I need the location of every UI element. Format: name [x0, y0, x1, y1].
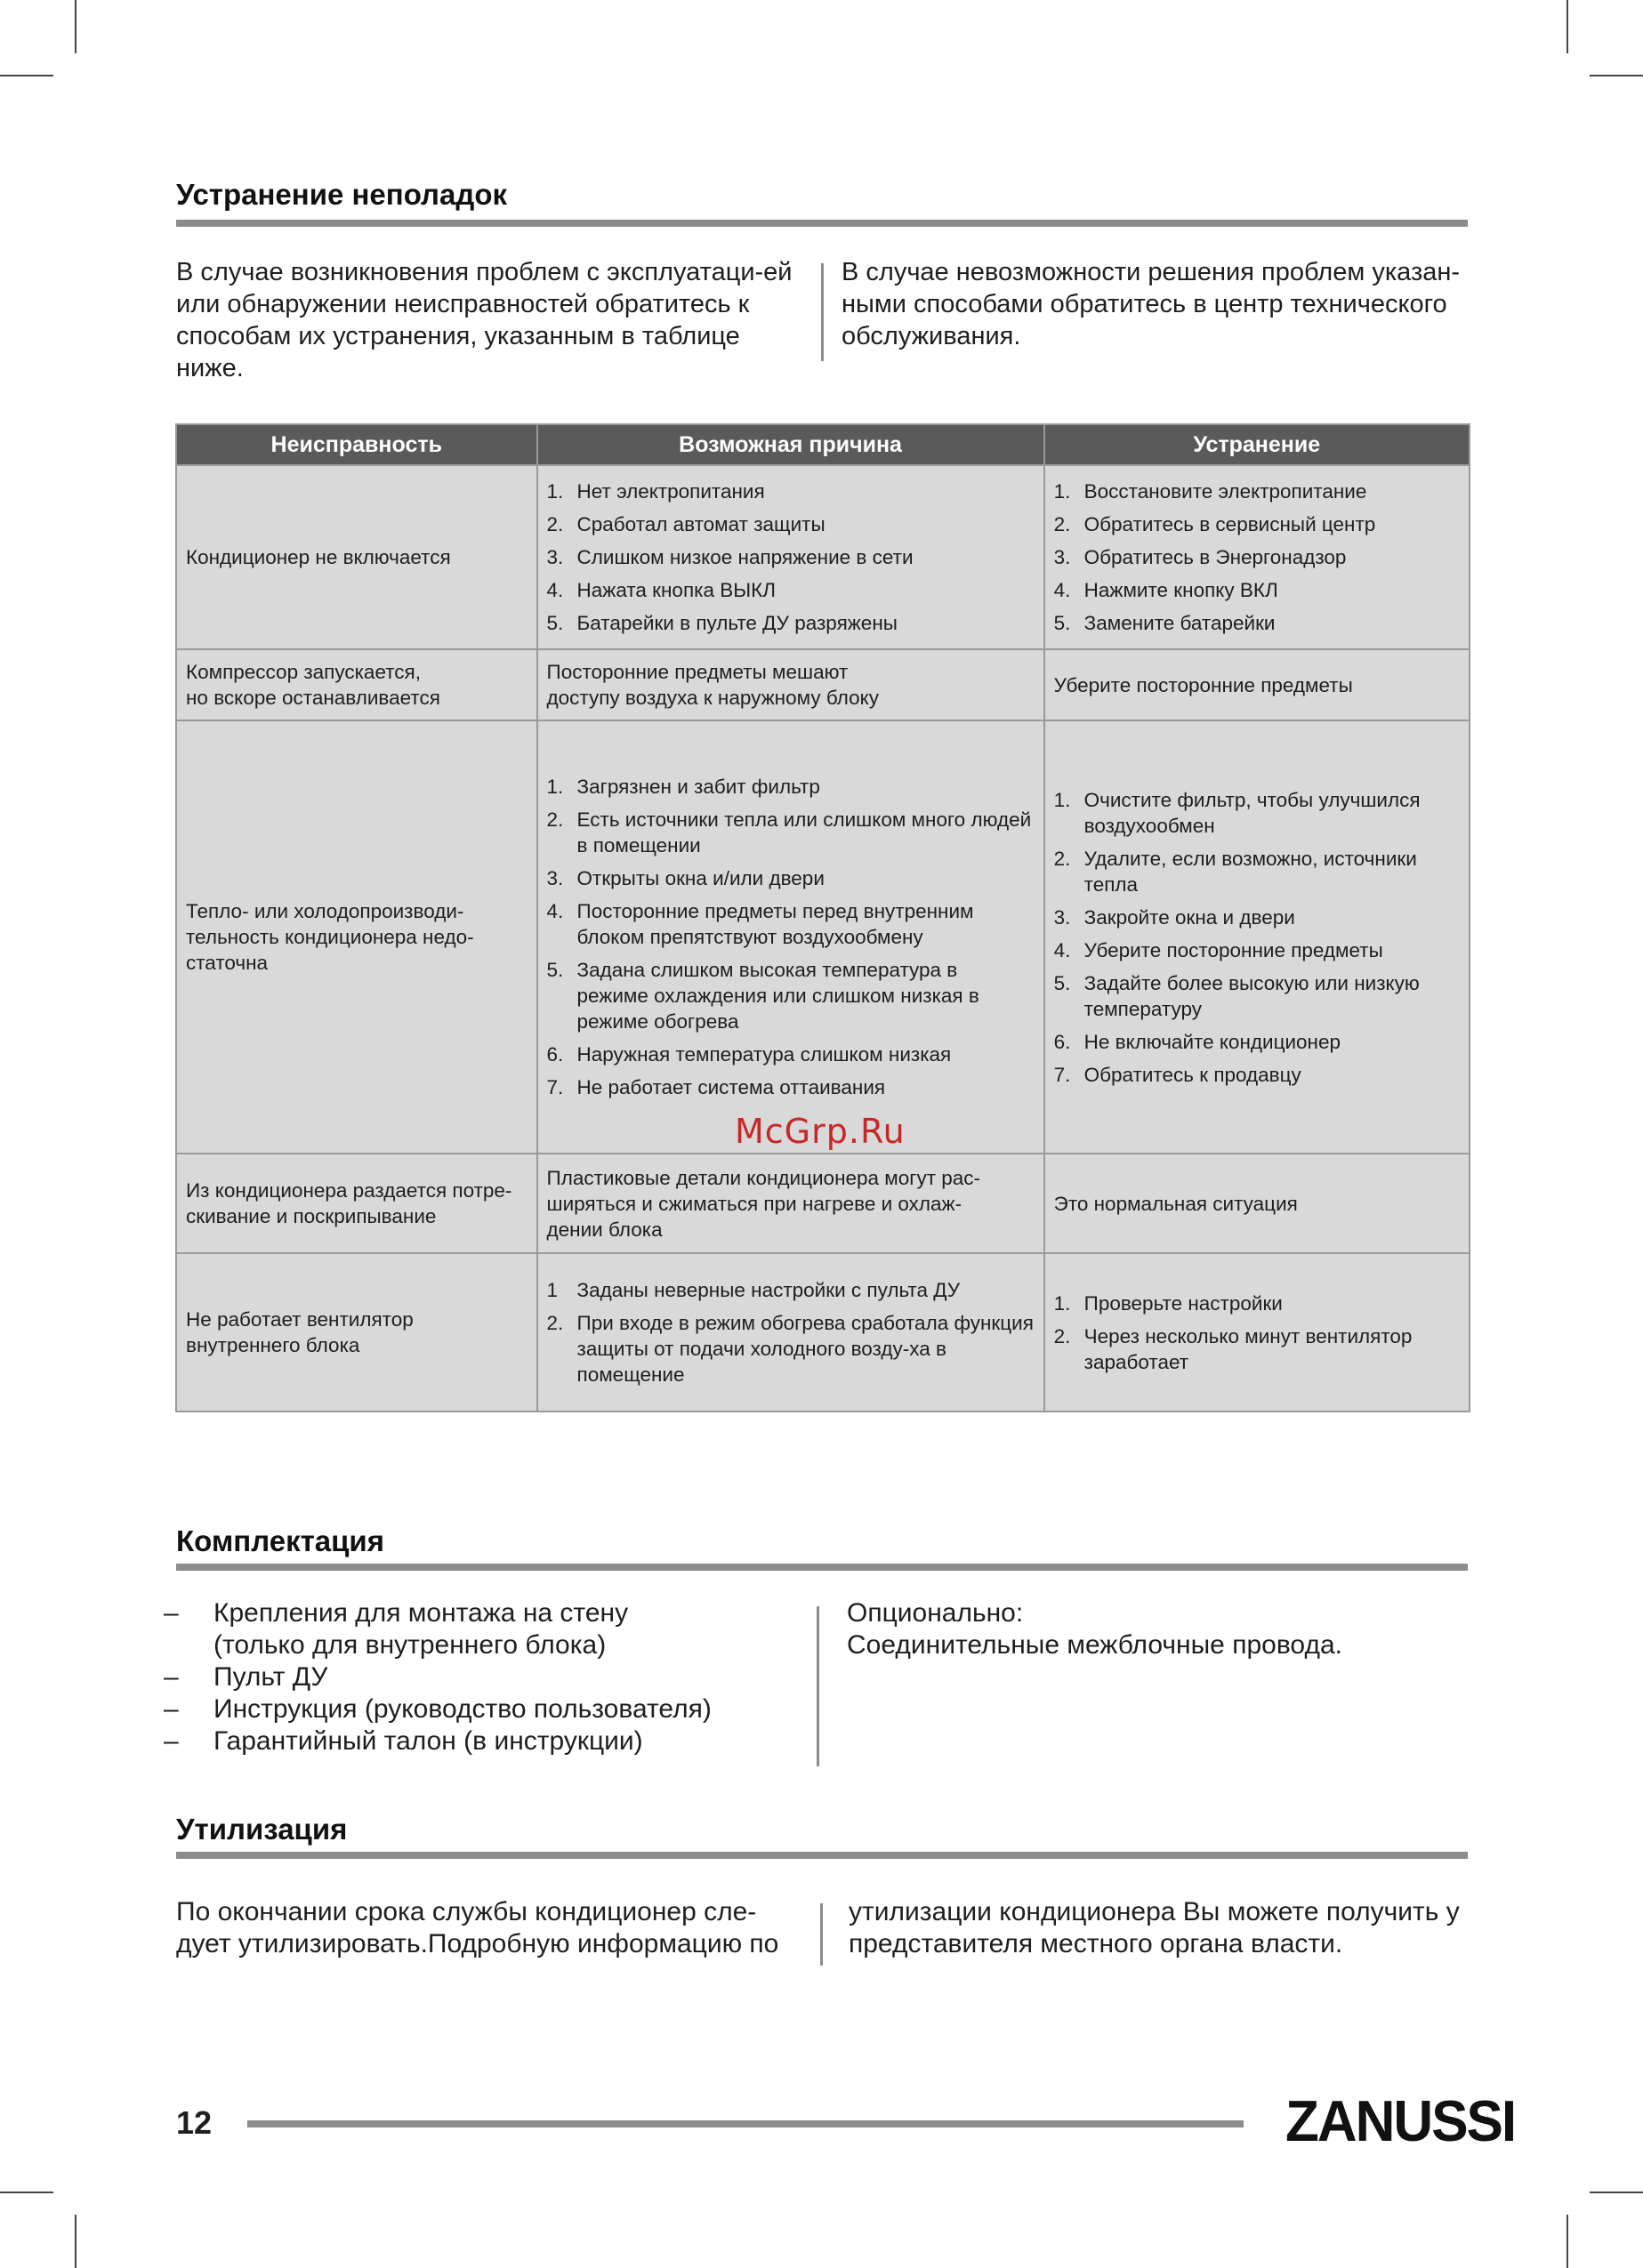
column-divider [817, 1606, 819, 1766]
header-fix: Устранение [1044, 424, 1470, 465]
section-rule [176, 1564, 1468, 1571]
list-item: 6. Не включайте кондиционер [1053, 1030, 1341, 1053]
page-number: 12 [176, 2104, 213, 2141]
list-item: 2. Есть источники тепла или слишком много людей в помещении [546, 808, 1032, 857]
list-item: 1. Восстановите электропитание [1053, 480, 1367, 503]
list-item: 1. Загрязнен и забит фильтр [546, 776, 820, 798]
list-item: 1 Заданы неверные настройки с пульта ДУ [546, 1279, 961, 1301]
fix-cell: Это нормальная ситуация [1044, 1154, 1470, 1253]
crop-mark [75, 2215, 77, 2268]
kit-list [164, 1597, 712, 1757]
crop-mark [1566, 2215, 1568, 2268]
crop-mark [1566, 0, 1568, 53]
crop-mark [0, 75, 53, 76]
fault-cell: Компрессор запускается, но вскоре останавливается [176, 649, 537, 720]
fix-list [1054, 479, 1460, 636]
list-item: – Крепления для монтажа на стену (только для внутреннего блока) [164, 1598, 629, 1660]
header-fault: Неисправность [176, 424, 537, 465]
list-item: 4. Нажата кнопка ВЫКЛ [546, 579, 777, 601]
fix-list [1054, 1291, 1460, 1375]
list-item: 3. Обратитесь в Энергонадзор [1053, 546, 1347, 568]
list-item: 5. Задана слишком высокая температура в режиме охлаждения или слишком низкая в режиме обогрева [546, 959, 979, 1033]
fault-cell: Кондиционер не включается [176, 465, 537, 649]
list-item: – Гарантийный талон (в инструкции) [164, 1726, 643, 1756]
fault-cell: Из кондиционера раздается потре- скивание и поскрипывание [176, 1154, 537, 1253]
list-item: – Инструкция (руководство пользователя) [164, 1694, 712, 1724]
cause-cell: Пластиковые детали кондиционера могут рас- ширяться и сжиматься при нагреве и охлаж- дении блока [537, 1154, 1044, 1253]
list-item: 7. Обратитесь к продавцу [1053, 1063, 1301, 1086]
brand-logo: ZANUSSI [1285, 2089, 1516, 2154]
list-item: 2. Обратитесь в сервисный центр [1053, 513, 1376, 535]
cause-cell [537, 720, 1044, 1154]
kit-optional [847, 1597, 1470, 1661]
list-item: 2. Через несколько минут вентилятор заработает [1053, 1324, 1413, 1373]
column-divider [821, 263, 824, 361]
intro-right-paragraph: В случае невозможности решения проблем указан-ными способами обратитесь в центр технического обслуживания. [842, 258, 1461, 350]
list-item: 2. Сработал автомат защиты [546, 513, 826, 535]
crop-mark [1590, 2192, 1643, 2193]
list-item: 5. Батарейки в пульте ДУ разряжены [546, 612, 898, 634]
table-row [176, 1253, 1470, 1411]
table-row [176, 720, 1470, 1154]
fix-cell [1044, 1253, 1470, 1411]
list-item: 3. Слишком низкое напряжение в сети [546, 546, 914, 568]
section-rule [176, 220, 1468, 227]
list-item: 4. Нажмите кнопку ВКЛ [1053, 579, 1278, 601]
disposal-left-paragraph: По окончании срока службы кондиционер сле-дует утилизировать.Подробную информацию по [176, 1897, 779, 1958]
cause-cell [537, 465, 1044, 649]
list-item: 6. Наружная температура слишком низкая [546, 1043, 952, 1066]
cause-list [547, 1277, 1035, 1387]
cause-cell [537, 1253, 1044, 1411]
list-item: 3. Закройте окна и двери [1053, 905, 1295, 929]
fault-cell: Тепло- или холодопроизводи- тельность кондиционера недо- статочна [176, 720, 537, 1154]
section-title-kit: Комплектация [176, 1524, 384, 1557]
disposal-right-paragraph: утилизации кондиционера Вы можете получить у представителя местного органа власти. [849, 1897, 1460, 1958]
troubleshooting-table [175, 423, 1470, 1412]
table-row [176, 465, 1470, 649]
crop-mark [1590, 75, 1643, 76]
section-title-disposal: Утилизация [176, 1813, 348, 1846]
watermark-link[interactable]: McGrp.Ru [735, 1112, 906, 1151]
list-item: – Пульт ДУ [164, 1662, 328, 1692]
list-item: 1. Проверьте настройки [1053, 1291, 1283, 1315]
intro-left-paragraph: В случае возникновения проблем с эксплуатаци-ей или обнаружении неисправностей обратитесь к способам их устранения, указанным в таблице ниже. [176, 258, 793, 382]
list-item: 5. Задайте более высокую или низкую температуру [1053, 971, 1420, 1020]
fix-cell [1044, 465, 1470, 649]
optional-text: Соединительные межблочные провода. [847, 1630, 1342, 1660]
list-item: 4. Уберите посторонние предметы [1053, 938, 1383, 961]
list-item: 2. Удалите, если возможно, источники тепла [1053, 847, 1417, 896]
header-cause: Возможная причина [537, 424, 1044, 465]
cause-cell: Посторонние предметы мешают доступу воздуха к наружному блоку [537, 649, 1044, 720]
footer-rule [247, 2120, 1244, 2127]
crop-mark [75, 0, 77, 53]
fix-list [1054, 787, 1460, 1088]
list-item: 1. Очистите фильтр, чтобы улучшился воздухообмен [1053, 788, 1421, 837]
list-item: 1. Нет электропитания [546, 480, 765, 503]
disposal-right-text [849, 1896, 1471, 1960]
optional-label: Опционально: [847, 1598, 1024, 1628]
table-row [176, 1154, 1470, 1253]
intro-right-text [842, 256, 1475, 352]
list-item: 2. При входе в режим обогрева сработала функция защиты от подачи холодного возду-ха в помещение [546, 1312, 1034, 1386]
crop-mark [0, 2192, 53, 2193]
disposal-left-text [176, 1896, 809, 1960]
section-rule [176, 1852, 1468, 1859]
list-item: 7. Не работает система оттаивания [546, 1076, 886, 1098]
list-item: 3. Открыты окна и/или двери [546, 867, 825, 889]
list-item: 4. Посторонние предметы перед внутренним блоком препятствуют воздухообмену [546, 900, 974, 948]
intro-left-text [176, 256, 809, 384]
list-item: 5. Замените батарейки [1053, 612, 1276, 634]
fix-cell [1044, 720, 1470, 1154]
fix-cell: Уберите посторонние предметы [1044, 649, 1470, 720]
cause-list [547, 774, 1035, 1100]
section-title-troubleshooting: Устранение неполадок [176, 178, 507, 211]
column-divider [820, 1903, 823, 1966]
table-row [176, 649, 1470, 720]
cause-list [547, 479, 1035, 636]
fault-cell: Не работает вентилятор внутреннего блока [176, 1253, 537, 1411]
table-header-row [176, 424, 1470, 465]
